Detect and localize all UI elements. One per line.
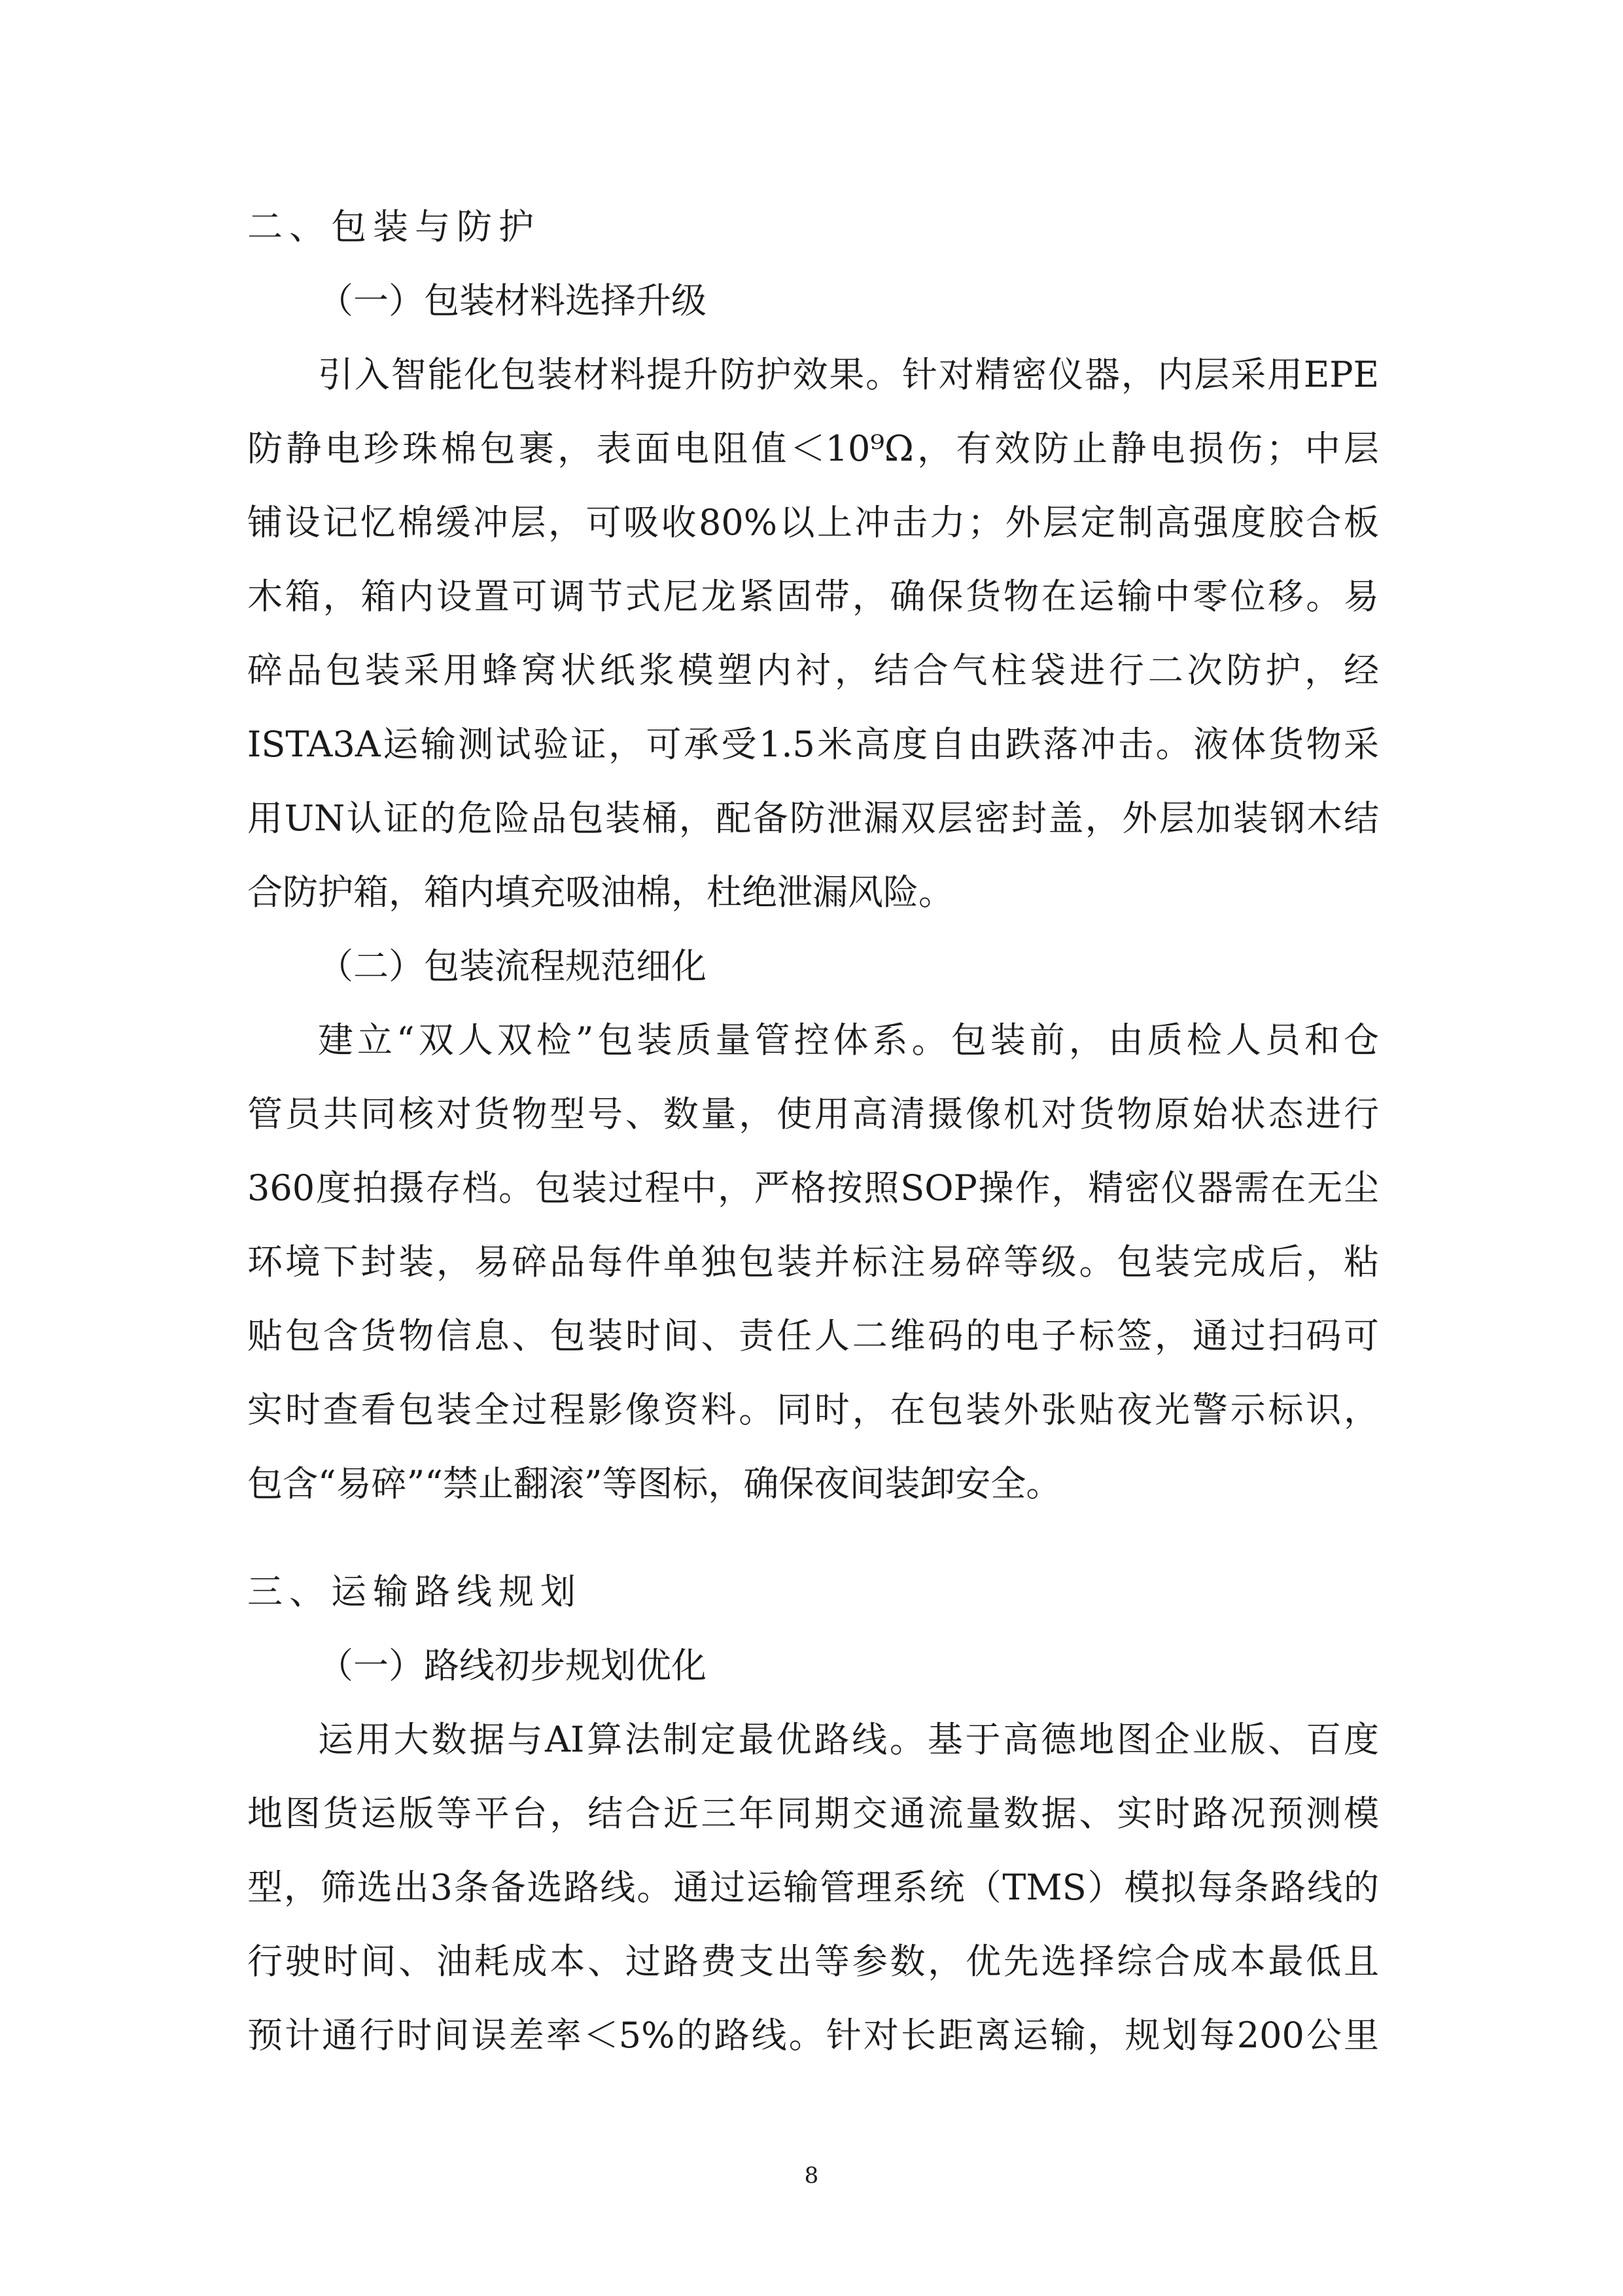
paragraph-line: 运用大数据与AI算法制定最优路线。基于高德地图企业版、百度 xyxy=(318,1719,1379,1760)
subheading-packaging-process: （二）包装流程规范细化 xyxy=(318,945,707,987)
paragraph-line: ISTA3A运输测试验证，可承受1.5米高度自由跌落冲击。液体货物采 xyxy=(247,724,1379,765)
section-spacer xyxy=(247,1521,1379,1555)
section-heading-packaging: 二、包装与防护 xyxy=(247,206,540,247)
section-heading-route-planning: 三、运输路线规划 xyxy=(247,1571,582,1612)
paragraph-line: 环境下封装，易碎品每件单独包装并标注易碎等级。包装完成后，粘 xyxy=(247,1241,1379,1282)
paragraph-line: 实时查看包装全过程影像资料。同时，在包装外张贴夜光警示标识， xyxy=(247,1389,1379,1430)
paragraph-packaging-materials xyxy=(247,338,1379,929)
paragraph-line: 预计通行时间误差率＜5%的路线。针对长距离运输，规划每200公里 xyxy=(247,2015,1379,2056)
subheading-packaging-materials: （一）包装材料选择升级 xyxy=(318,280,707,321)
paragraph-line: 建立“双人双检”包装质量管控体系。包装前，由质检人员和仓 xyxy=(318,1019,1379,1061)
subheading-route-optimization: （一）路线初步规划优化 xyxy=(318,1645,707,1686)
paragraph-line: 360度拍摄存档。包装过程中，严格按照SOP操作，精密仪器需在无尘 xyxy=(247,1167,1379,1209)
paragraph-line: 包含“易碎”“禁止翻滚”等图标，确保夜间装卸安全。 xyxy=(247,1463,1062,1504)
paragraph-line: 防静电珍珠棉包裹，表面电阻值＜10⁹Ω，有效防止静电损伤；中层 xyxy=(247,428,1379,469)
paragraph-line: 管员共同核对货物型号、数量，使用高清摄像机对货物原始状态进行 xyxy=(247,1093,1379,1135)
paragraph-line: 地图货运版等平台，结合近三年同期交通流量数据、实时路况预测模 xyxy=(247,1793,1379,1834)
paragraph-packaging-process xyxy=(247,1003,1379,1521)
paragraph-line: 引入智能化包装材料提升防护效果。针对精密仪器，内层采用EPE xyxy=(318,354,1379,395)
paragraph-line: 用UN认证的危险品包装桶，配备防泄漏双层密封盖，外层加装钢木结 xyxy=(247,798,1379,839)
paragraph-line: 行驶时间、油耗成本、过路费支出等参数，优先选择综合成本最低且 xyxy=(247,1941,1379,1982)
paragraph-route-optimization xyxy=(247,1703,1379,2072)
page-content xyxy=(247,190,1379,2072)
paragraph-line: 型，筛选出3条备选路线。通过运输管理系统（TMS）模拟每条路线的 xyxy=(247,1867,1379,1908)
paragraph-line: 木箱，箱内设置可调节式尼龙紧固带，确保货物在运输中零位移。易 xyxy=(247,576,1379,617)
paragraph-line: 铺设记忆棉缓冲层，可吸收80%以上冲击力；外层定制高强度胶合板 xyxy=(247,502,1379,543)
paragraph-line: 碎品包装采用蜂窝状纸浆模塑内衬，结合气柱袋进行二次防护，经 xyxy=(247,650,1379,691)
paragraph-line: 合防护箱，箱内填充吸油棉，杜绝泄漏风险。 xyxy=(247,872,954,913)
paragraph-line: 贴包含货物信息、包装时间、责任人二维码的电子标签，通过扫码可 xyxy=(247,1315,1379,1356)
page-number: 8 xyxy=(804,2163,819,2189)
